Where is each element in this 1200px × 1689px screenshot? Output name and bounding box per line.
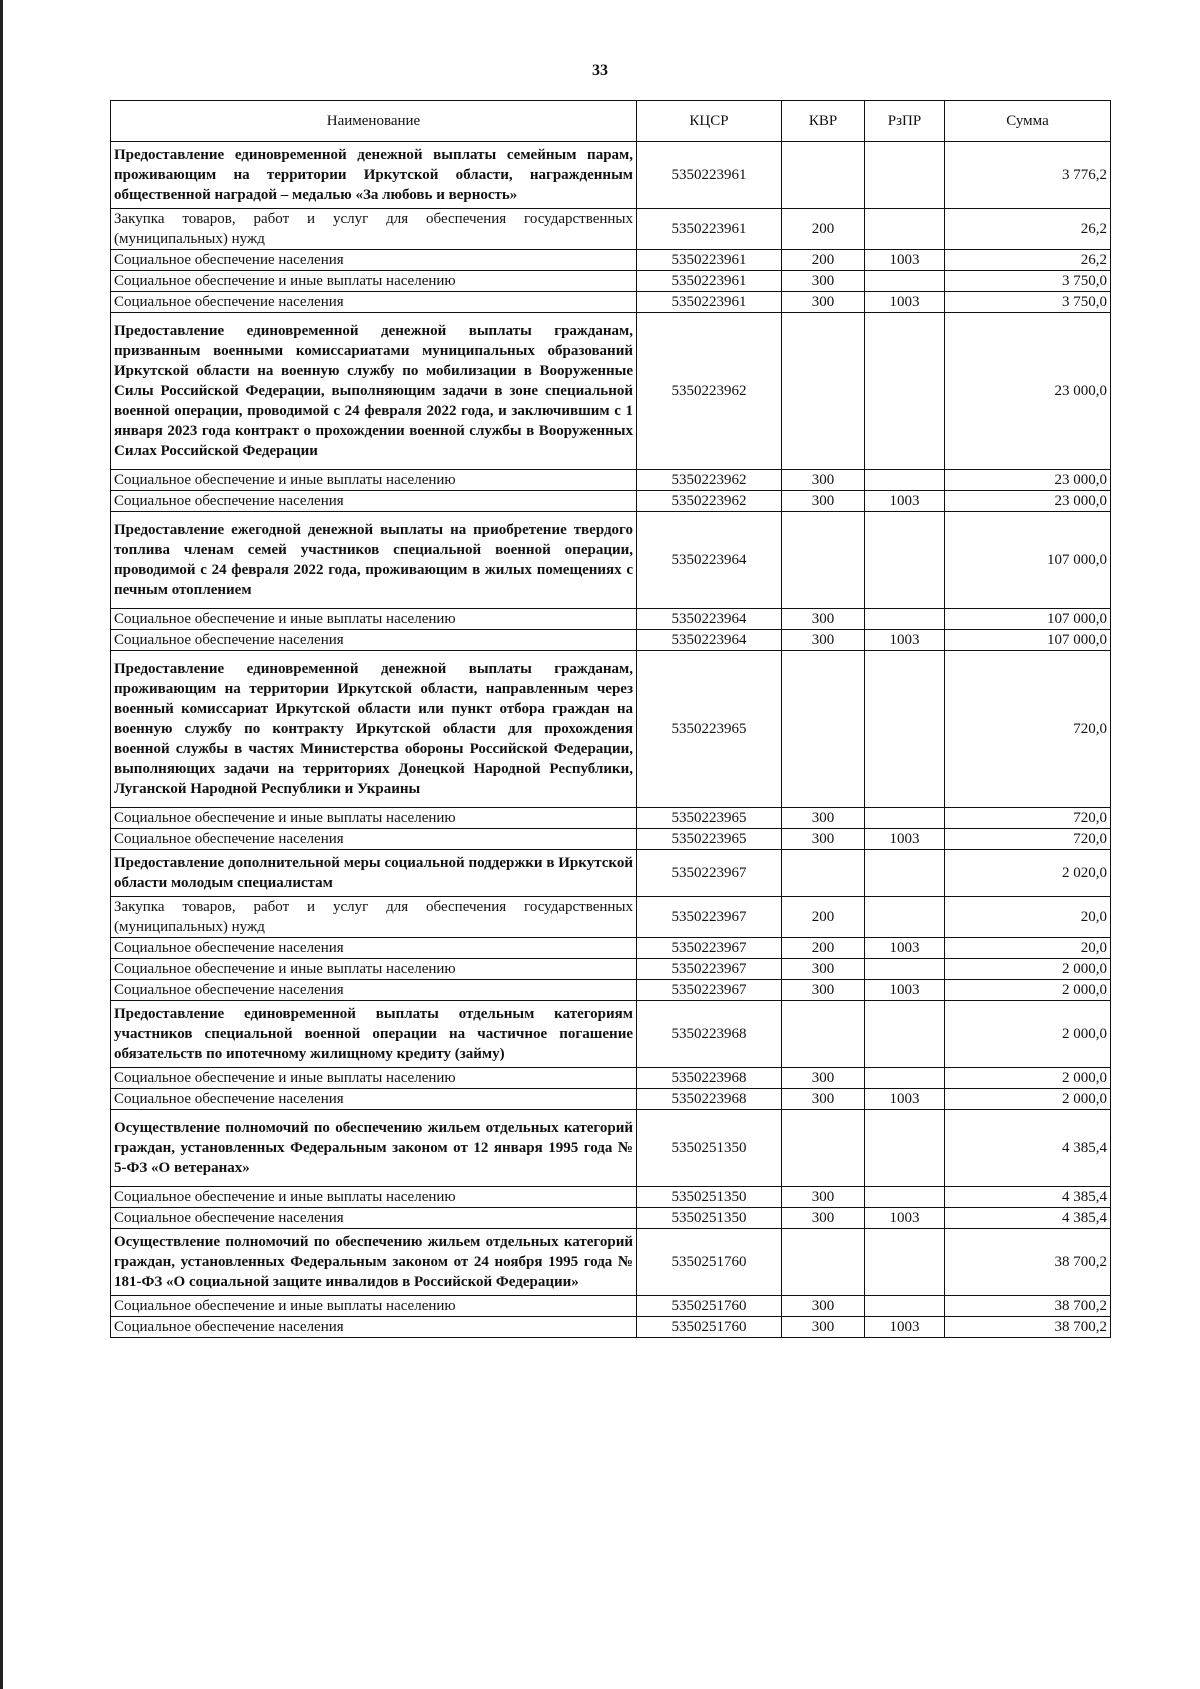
cell-kcsr: 5350223967: [637, 850, 782, 897]
cell-kvr: [782, 1110, 865, 1187]
cell-sum: 4 385,4: [945, 1187, 1111, 1208]
cell-kcsr: 5350223964: [637, 512, 782, 609]
cell-kvr: 300: [782, 1296, 865, 1317]
table-row: [111, 1068, 1111, 1089]
cell-name: Предоставление единовременной денежной выплаты гражданам, призванным военными комиссариатами муниципальных образований Иркутской области на военную службу по мобилизации в Вооруженные Силы Российской Федерации, выполняющим задачи в зоне специальной военной операции, проводимой с 24 февраля 2022 года, и заключившим с 1 января 2023 года контракт о прохождении военной службы в Вооруженных Силах Российской Федерации: [111, 313, 637, 470]
cell-rzpr: [865, 470, 945, 491]
cell-sum: 2 000,0: [945, 959, 1111, 980]
cell-name: Закупка товаров, работ и услуг для обеспечения государственных (муниципальных) нужд: [111, 209, 637, 250]
table-body: [111, 142, 1111, 1338]
cell-kcsr: 5350223962: [637, 313, 782, 470]
cell-rzpr: [865, 609, 945, 630]
cell-name: Предоставление ежегодной денежной выплаты на приобретение твердого топлива членам семей участников специальной военной операции, проводимой с 24 февраля 2022 года, проживающим в жилых помещениях с печным отоплением: [111, 512, 637, 609]
cell-sum: 23 000,0: [945, 470, 1111, 491]
cell-name: Предоставление единовременной выплаты отдельным категориям участников специальной военной операции на частичное погашение обязательств по ипотечному жилищному кредиту (займу): [111, 1001, 637, 1068]
cell-rzpr: 1003: [865, 491, 945, 512]
cell-name: Социальное обеспечение и иные выплаты населению: [111, 808, 637, 829]
cell-kcsr: 5350223962: [637, 491, 782, 512]
cell-sum: 23 000,0: [945, 491, 1111, 512]
cell-sum: 2 000,0: [945, 980, 1111, 1001]
cell-sum: 107 000,0: [945, 630, 1111, 651]
cell-rzpr: [865, 651, 945, 808]
table-row: [111, 1229, 1111, 1296]
table-row: [111, 292, 1111, 313]
cell-kvr: 300: [782, 1187, 865, 1208]
cell-kvr: 300: [782, 980, 865, 1001]
cell-kcsr: 5350223967: [637, 959, 782, 980]
cell-kcsr: 5350223965: [637, 651, 782, 808]
cell-name: Социальное обеспечение населения: [111, 980, 637, 1001]
cell-rzpr: 1003: [865, 630, 945, 651]
cell-kcsr: 5350223967: [637, 938, 782, 959]
cell-kcsr: 5350251350: [637, 1110, 782, 1187]
cell-kvr: [782, 850, 865, 897]
header-rzpr: РзПР: [865, 101, 945, 142]
cell-name: Социальное обеспечение и иные выплаты населению: [111, 271, 637, 292]
table-row: [111, 491, 1111, 512]
table-row: [111, 630, 1111, 651]
table-row: [111, 1208, 1111, 1229]
cell-name: Предоставление дополнительной меры социальной поддержки в Иркутской области молодым специалистам: [111, 850, 637, 897]
cell-sum: 38 700,2: [945, 1229, 1111, 1296]
cell-kvr: 300: [782, 1317, 865, 1338]
cell-name: Предоставление единовременной денежной выплаты семейным парам, проживающим на территории Иркутской области, награжденным общественной наградой – медалью «За любовь и верность»: [111, 142, 637, 209]
cell-kvr: 200: [782, 209, 865, 250]
table-row: [111, 651, 1111, 808]
cell-kvr: 300: [782, 470, 865, 491]
cell-kvr: 300: [782, 491, 865, 512]
cell-kvr: 300: [782, 959, 865, 980]
cell-rzpr: [865, 1001, 945, 1068]
cell-sum: 3 750,0: [945, 292, 1111, 313]
cell-rzpr: [865, 808, 945, 829]
cell-sum: 20,0: [945, 938, 1111, 959]
cell-name: Закупка товаров, работ и услуг для обеспечения государственных (муниципальных) нужд: [111, 897, 637, 938]
cell-name: Социальное обеспечение и иные выплаты населению: [111, 1296, 637, 1317]
cell-kvr: [782, 1229, 865, 1296]
table-row: [111, 850, 1111, 897]
table-row: [111, 609, 1111, 630]
table-row: [111, 897, 1111, 938]
cell-rzpr: [865, 142, 945, 209]
table-row: [111, 142, 1111, 209]
cell-name: Социальное обеспечение населения: [111, 829, 637, 850]
cell-sum: 26,2: [945, 209, 1111, 250]
cell-kvr: 300: [782, 1208, 865, 1229]
cell-rzpr: [865, 313, 945, 470]
table-row: [111, 1317, 1111, 1338]
cell-rzpr: [865, 271, 945, 292]
header-name: Наименование: [111, 101, 637, 142]
cell-sum: 2 000,0: [945, 1089, 1111, 1110]
cell-sum: 3 776,2: [945, 142, 1111, 209]
cell-sum: 2 000,0: [945, 1068, 1111, 1089]
cell-kcsr: 5350223962: [637, 470, 782, 491]
cell-rzpr: [865, 1187, 945, 1208]
cell-rzpr: 1003: [865, 1089, 945, 1110]
cell-kvr: [782, 1001, 865, 1068]
table-row: [111, 512, 1111, 609]
cell-kcsr: 5350223967: [637, 897, 782, 938]
cell-kvr: 200: [782, 938, 865, 959]
cell-rzpr: 1003: [865, 292, 945, 313]
cell-sum: 720,0: [945, 829, 1111, 850]
cell-kcsr: 5350223961: [637, 271, 782, 292]
cell-rzpr: 1003: [865, 938, 945, 959]
cell-name: Социальное обеспечение и иные выплаты населению: [111, 1068, 637, 1089]
cell-rzpr: 1003: [865, 980, 945, 1001]
cell-rzpr: [865, 897, 945, 938]
table-row: [111, 980, 1111, 1001]
cell-name: Предоставление единовременной денежной выплаты гражданам, проживающим на территории Иркутской области, направленным через военный комиссариат Иркутской области или пункт отбора граждан на военную службу по контракту Иркутской области для прохождения военной службы в частях Министерства обороны Российской Федерации, выполняющих задачи на территориях Донецкой Народной Республики, Луганской Народной Республики и Украины: [111, 651, 637, 808]
cell-rzpr: 1003: [865, 250, 945, 271]
cell-kcsr: 5350251350: [637, 1187, 782, 1208]
page-number: 33: [592, 62, 608, 79]
cell-rzpr: [865, 959, 945, 980]
cell-kvr: 300: [782, 630, 865, 651]
cell-sum: 2 020,0: [945, 850, 1111, 897]
cell-kcsr: 5350223961: [637, 209, 782, 250]
cell-rzpr: [865, 1110, 945, 1187]
cell-kvr: [782, 142, 865, 209]
table-row: [111, 808, 1111, 829]
cell-name: Осуществление полномочий по обеспечению жильем отдельных категорий граждан, установленных Федеральным законом от 12 января 1995 года № 5-ФЗ «О ветеранах»: [111, 1110, 637, 1187]
scan-edge: [0, 0, 3, 1689]
cell-rzpr: 1003: [865, 1317, 945, 1338]
cell-rzpr: 1003: [865, 1208, 945, 1229]
table-row: [111, 938, 1111, 959]
cell-sum: 720,0: [945, 808, 1111, 829]
header-kvr: КВР: [782, 101, 865, 142]
cell-kvr: 300: [782, 808, 865, 829]
table-row: [111, 470, 1111, 491]
cell-sum: 38 700,2: [945, 1296, 1111, 1317]
table-row: [111, 1296, 1111, 1317]
cell-rzpr: [865, 1296, 945, 1317]
cell-kvr: [782, 512, 865, 609]
cell-name: Социальное обеспечение населения: [111, 1208, 637, 1229]
cell-sum: 4 385,4: [945, 1208, 1111, 1229]
table-row: [111, 271, 1111, 292]
cell-kcsr: 5350223965: [637, 829, 782, 850]
cell-sum: 720,0: [945, 651, 1111, 808]
cell-kvr: 300: [782, 271, 865, 292]
header-sum: Сумма: [945, 101, 1111, 142]
table-row: [111, 1110, 1111, 1187]
cell-kvr: [782, 313, 865, 470]
cell-sum: 23 000,0: [945, 313, 1111, 470]
cell-kvr: 200: [782, 250, 865, 271]
cell-kvr: 300: [782, 1068, 865, 1089]
header-kcsr: КЦСР: [637, 101, 782, 142]
cell-rzpr: 1003: [865, 829, 945, 850]
cell-kcsr: 5350223964: [637, 630, 782, 651]
table-row: [111, 209, 1111, 250]
cell-kcsr: 5350223968: [637, 1068, 782, 1089]
table-row: [111, 959, 1111, 980]
cell-kcsr: 5350251760: [637, 1229, 782, 1296]
cell-kvr: 200: [782, 897, 865, 938]
cell-name: Социальное обеспечение и иные выплаты населению: [111, 959, 637, 980]
cell-rzpr: [865, 1068, 945, 1089]
cell-rzpr: [865, 850, 945, 897]
cell-kcsr: 5350223961: [637, 250, 782, 271]
cell-kcsr: 5350251350: [637, 1208, 782, 1229]
cell-kcsr: 5350223964: [637, 609, 782, 630]
cell-name: Социальное обеспечение и иные выплаты населению: [111, 1187, 637, 1208]
table-header-row: [111, 101, 1111, 142]
cell-rzpr: [865, 512, 945, 609]
cell-rzpr: [865, 1229, 945, 1296]
table-row: [111, 313, 1111, 470]
cell-sum: 3 750,0: [945, 271, 1111, 292]
cell-name: Социальное обеспечение населения: [111, 1317, 637, 1338]
cell-kcsr: 5350223961: [637, 292, 782, 313]
cell-kvr: 300: [782, 609, 865, 630]
cell-sum: 2 000,0: [945, 1001, 1111, 1068]
budget-table: [110, 100, 1111, 1338]
cell-kvr: [782, 651, 865, 808]
cell-sum: 107 000,0: [945, 512, 1111, 609]
cell-sum: 107 000,0: [945, 609, 1111, 630]
cell-kcsr: 5350223967: [637, 980, 782, 1001]
cell-kvr: 300: [782, 292, 865, 313]
cell-name: Социальное обеспечение и иные выплаты населению: [111, 609, 637, 630]
table-row: [111, 1001, 1111, 1068]
cell-name: Социальное обеспечение и иные выплаты населению: [111, 470, 637, 491]
cell-name: Социальное обеспечение населения: [111, 1089, 637, 1110]
cell-kcsr: 5350223968: [637, 1001, 782, 1068]
cell-kvr: 300: [782, 1089, 865, 1110]
cell-kcsr: 5350251760: [637, 1296, 782, 1317]
cell-name: Социальное обеспечение населения: [111, 292, 637, 313]
cell-kcsr: 5350223961: [637, 142, 782, 209]
cell-rzpr: [865, 209, 945, 250]
cell-kvr: 300: [782, 829, 865, 850]
table-row: [111, 829, 1111, 850]
cell-name: Социальное обеспечение населения: [111, 250, 637, 271]
cell-kcsr: 5350223968: [637, 1089, 782, 1110]
cell-name: Социальное обеспечение населения: [111, 938, 637, 959]
table-row: [111, 1089, 1111, 1110]
table-row: [111, 1187, 1111, 1208]
cell-name: Социальное обеспечение населения: [111, 630, 637, 651]
cell-sum: 38 700,2: [945, 1317, 1111, 1338]
cell-name: Осуществление полномочий по обеспечению жильем отдельных категорий граждан, установленных Федеральным законом от 24 ноября 1995 года № 181-ФЗ «О социальной защите инвалидов в Российской Федерации»: [111, 1229, 637, 1296]
cell-sum: 26,2: [945, 250, 1111, 271]
cell-kcsr: 5350223965: [637, 808, 782, 829]
cell-kcsr: 5350251760: [637, 1317, 782, 1338]
cell-name: Социальное обеспечение населения: [111, 491, 637, 512]
cell-sum: 20,0: [945, 897, 1111, 938]
cell-sum: 4 385,4: [945, 1110, 1111, 1187]
table-row: [111, 250, 1111, 271]
